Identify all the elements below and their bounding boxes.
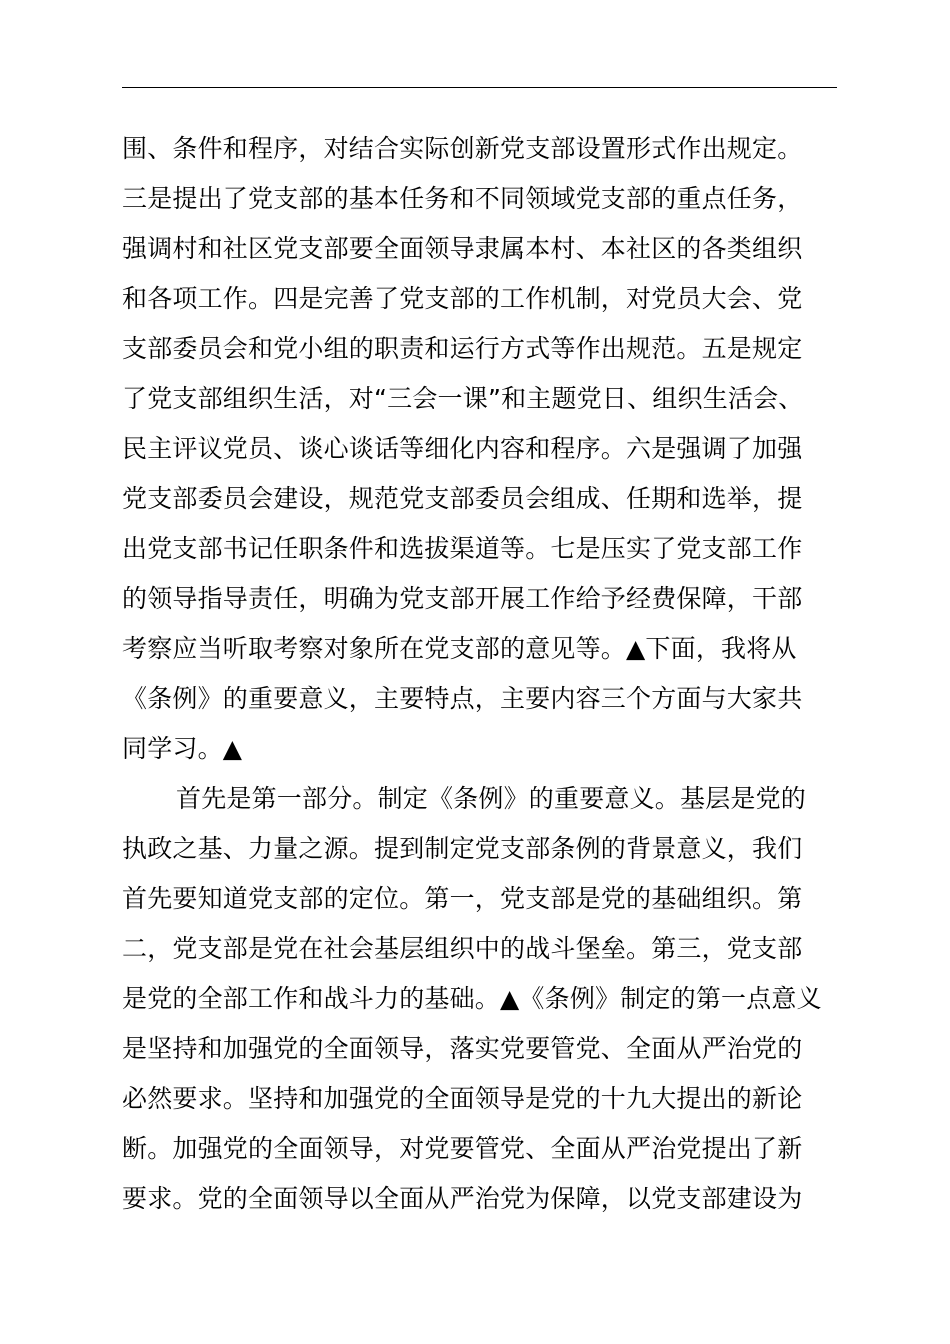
text-line: 同学习。▲	[122, 734, 243, 763]
text-line: 出党支部书记任职条件和选拔渠道等。七是压实了党支部工作	[122, 534, 803, 563]
text-line: 二，党支部是党在社会基层组织中的战斗堡垒。第三，党支部	[122, 934, 803, 963]
text-line: 要求。党的全面领导以全面从严治党为保障，以党支部建设为	[122, 1184, 803, 1213]
text-line: 和各项工作。四是完善了党支部的工作机制，对党员大会、党	[122, 284, 803, 313]
paragraph-1	[122, 124, 838, 774]
text-line: 是党的全部工作和战斗力的基础。▲《条例》制定的第一点意义	[122, 984, 822, 1013]
header-rule	[122, 87, 837, 88]
text-line: 断。加强党的全面领导，对党要管党、全面从严治党提出了新	[122, 1134, 803, 1163]
text-line: 首先要知道党支部的定位。第一，党支部是党的基础组织。第	[122, 884, 803, 913]
text-line: 了党支部组织生活，对“三会一课”和主题党日、组织生活会、	[122, 384, 804, 413]
text-line: 是坚持和加强党的全面领导，落实党要管党、全面从严治党的	[122, 1034, 803, 1063]
text-line: 执政之基、力量之源。提到制定党支部条例的背景意义，我们	[122, 834, 803, 863]
text-line: 《条例》的重要意义，主要特点，主要内容三个方面与大家共	[122, 684, 803, 713]
text-line: 强调村和社区党支部要全面领导隶属本村、本社区的各类组织	[122, 234, 803, 263]
text-line: 必然要求。坚持和加强党的全面领导是党的十九大提出的新论	[122, 1084, 803, 1113]
text-line: 考察应当听取考察对象所在党支部的意见等。▲下面，我将从	[122, 634, 797, 663]
text-line: 围、条件和程序，对结合实际创新党支部设置形式作出规定。	[122, 134, 803, 163]
text-line: 民主评议党员、谈心谈话等细化内容和程序。六是强调了加强	[122, 434, 803, 463]
paragraph-2	[122, 774, 838, 1224]
text-line: 支部委员会和党小组的职责和运行方式等作出规范。五是规定	[122, 334, 803, 363]
text-line: 的领导指导责任，明确为党支部开展工作给予经费保障，干部	[122, 584, 803, 613]
document-body	[122, 124, 838, 1224]
text-line: 首先是第一部分。制定《条例》的重要意义。基层是党的	[176, 784, 807, 813]
text-line: 三是提出了党支部的基本任务和不同领域党支部的重点任务，	[122, 184, 803, 213]
text-line: 党支部委员会建设，规范党支部委员会组成、任期和选举，提	[122, 484, 803, 513]
